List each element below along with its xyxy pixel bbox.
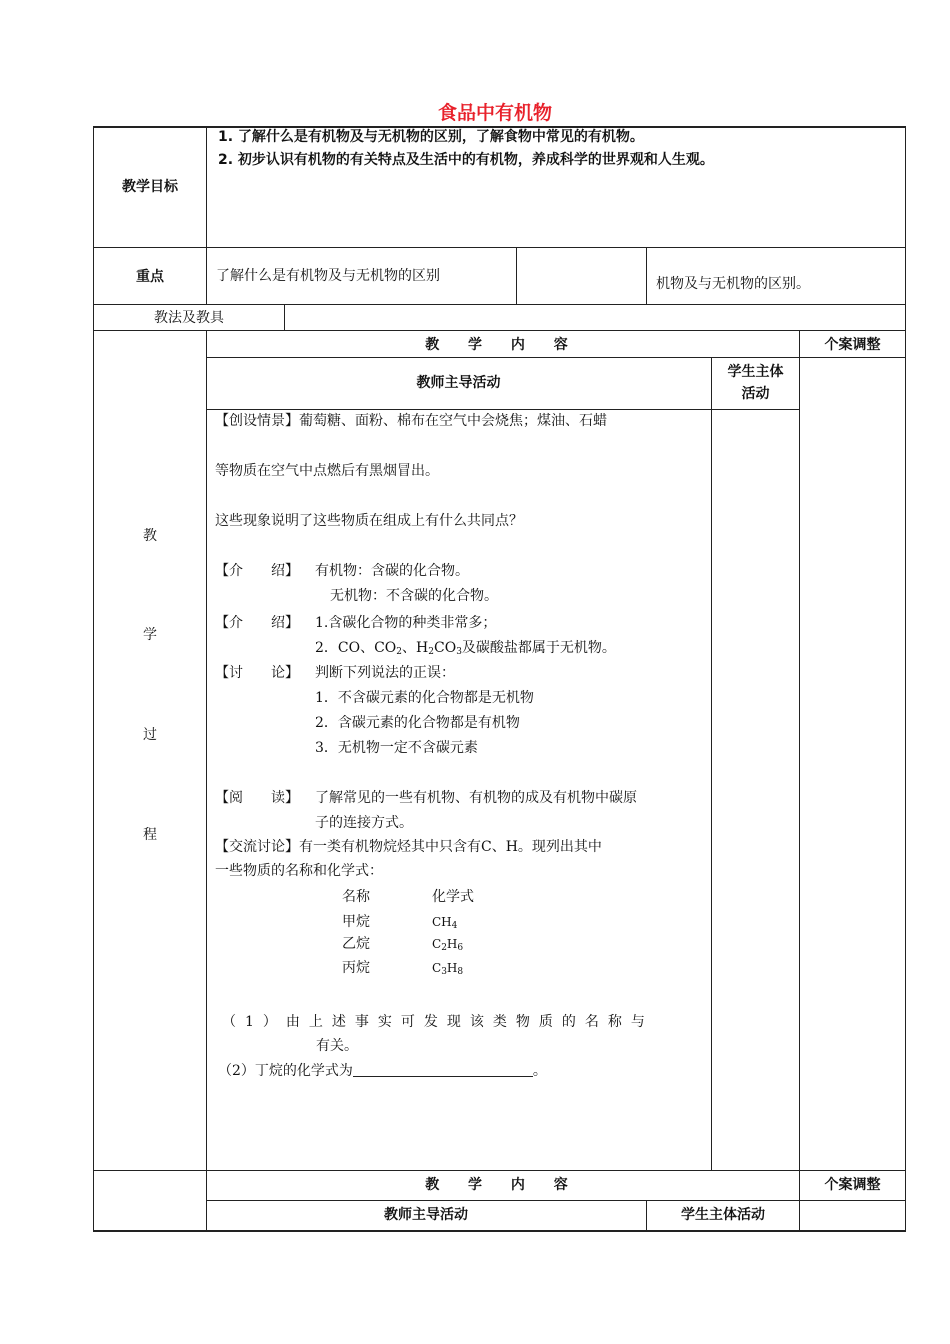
scenario-text: 等物质在空气中点燃后有黑烟冒出。 <box>215 463 439 479</box>
methods-label: 教法及教具 <box>154 310 224 326</box>
adjust-header: 个案调整 <box>824 337 881 353</box>
discuss-lead: 判断下列说法的正误： <box>315 665 455 681</box>
discuss-tag: 【讨 论】 <box>215 665 299 681</box>
intro-text: 2．CO、$CO_2$、$H_2CO_3$及碳酸盐都属于无机物。 <box>315 640 616 657</box>
discuss-item: 1．不含碳元素的化合物都是无机物 <box>315 690 534 706</box>
intro-text: 1.含碳化合物的种类非常多； <box>315 615 497 631</box>
content-header-repeat: 教 学 内 容 <box>425 1177 580 1193</box>
intro-tag: 【介 绍】 <box>215 563 299 579</box>
key-points-label: 重点 <box>136 269 164 285</box>
process-label-char: 教 <box>143 528 157 544</box>
compound-formula: $CH_4$ <box>432 915 458 931</box>
objective-item: 1. 了解什么是有机物及与无机物的区别，了解食物中常见的有机物。 <box>218 129 644 145</box>
objective-item: 2. 初步认识有机物的有关特点及生活中的有机物，养成科学的世界观和人生观。 <box>218 152 714 168</box>
student-header-repeat: 学生主体活动 <box>681 1207 765 1223</box>
page-title: 食品中有机物 <box>437 102 552 124</box>
scenario-text: 【创设情景】葡萄糖、面粉、棉布在空气中会烧焦；煤油、石蜡 <box>215 413 607 429</box>
exchange-text: 【交流讨论】有一类有机物烷烃其中只含有C、H。现列出其中 <box>215 839 602 855</box>
intro-tag: 【介 绍】 <box>215 615 299 631</box>
adjust-header-repeat: 个案调整 <box>824 1177 881 1193</box>
question-1: （1）由上述事实可发现该类物质的名称与 <box>222 1014 654 1030</box>
process-label-char: 过 <box>143 727 157 743</box>
compound-name: 丙烷 <box>342 960 370 976</box>
objectives-label: 教学目标 <box>122 179 178 195</box>
key-points-right-text: 机物及与无机物的区别。 <box>656 276 810 292</box>
discuss-item: 2．含碳元素的化合物都是有机物 <box>315 715 520 731</box>
compound-col-name: 名称 <box>342 889 370 905</box>
compound-formula: $C_2H_6$ <box>432 937 464 953</box>
compound-name: 乙烷 <box>342 936 370 952</box>
compound-formula: $C_3H_8$ <box>432 961 464 977</box>
process-label-char: 程 <box>143 827 157 843</box>
teacher-header: 教师主导活动 <box>416 375 501 391</box>
intro-text: 无机物：不含碳的化合物。 <box>330 588 498 604</box>
question-2: （2）丁烷的化学式为 。 <box>218 1063 547 1079</box>
compound-col-formula: 化学式 <box>432 889 474 905</box>
exchange-text: 一些物质的名称和化学式： <box>215 863 383 879</box>
student-header: 学生主体活动 <box>727 364 784 402</box>
teacher-header-repeat: 教师主导活动 <box>384 1207 468 1223</box>
intro-text: 有机物：含碳的化合物。 <box>315 563 469 579</box>
process-label-char: 学 <box>143 627 157 643</box>
answer-blank[interactable] <box>353 1062 533 1077</box>
compound-name: 甲烷 <box>342 914 370 930</box>
discuss-item: 3．无机物一定不含碳元素 <box>315 740 478 756</box>
content-header: 教 学 内 容 <box>425 337 580 353</box>
read-text: 了解常见的一些有机物、有机物的成及有机物中碳原 <box>315 790 637 806</box>
read-tag: 【阅 读】 <box>215 790 299 806</box>
question-text: 这些现象说明了这些物质在组成上有什么共同点？ <box>215 513 523 529</box>
question-1-cont: 有关。 <box>316 1038 358 1054</box>
key-points-text: 了解什么是有机物及与无机物的区别 <box>216 268 440 284</box>
read-text: 子的连接方式。 <box>315 815 413 831</box>
